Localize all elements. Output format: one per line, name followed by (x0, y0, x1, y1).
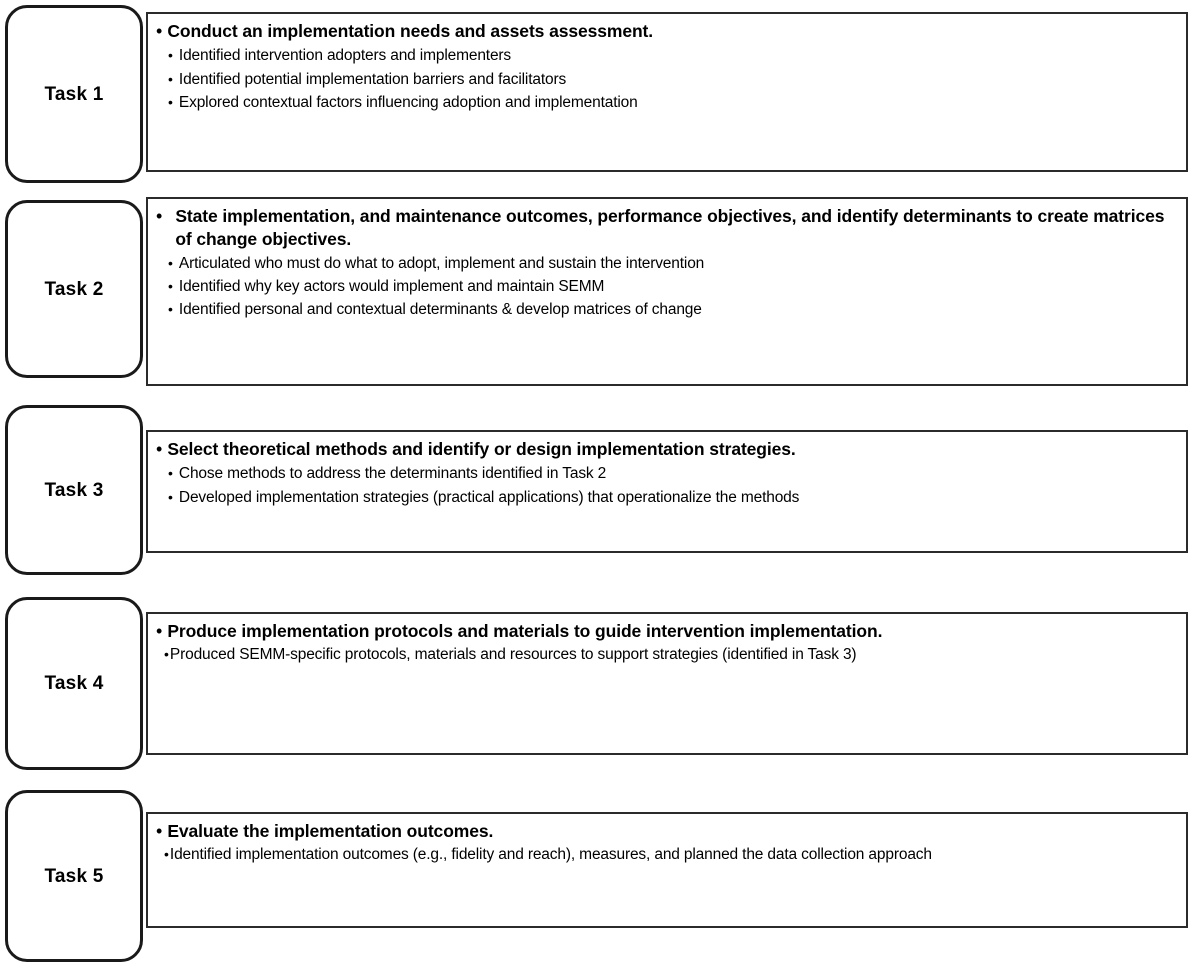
task-subbullet-text: Produced SEMM-specific protocols, materials and resources to support strategies (identified in Task 3) (169, 646, 857, 664)
bullet-icon: • (168, 254, 173, 271)
task-pill-label-1: Task 1 (44, 83, 104, 105)
task-panel-5 (146, 812, 1188, 928)
task-panel-3 (146, 430, 1188, 553)
task-panel-content-2 (148, 199, 1186, 324)
task-pill-3 (5, 405, 143, 575)
task-heading-text: Evaluate the implementation outcomes. (167, 821, 494, 841)
bullet-icon: • (168, 47, 173, 64)
task-subbullet-text: Explored contextual factors influencing adoption and implementation (178, 93, 638, 111)
bullet-icon: • (156, 439, 163, 459)
task-subbullet (156, 645, 1176, 665)
task-subbullet-text: Identified intervention adopters and implementers (178, 47, 512, 65)
bullet-icon: • (168, 300, 173, 317)
task-pill-4 (5, 597, 143, 770)
task-heading-text: Produce implementation protocols and materials to guide intervention implementation. (167, 621, 883, 641)
task-subbullet (156, 277, 1176, 297)
bullet-icon: • (168, 488, 173, 505)
bullet-icon: • (156, 206, 163, 226)
task-subbullet-text: Identified potential implementation barriers and facilitators (178, 70, 567, 88)
task-subbullet (156, 464, 1176, 484)
task-subbullet (156, 93, 1176, 113)
task-panel-content-5 (148, 814, 1186, 870)
task-heading-2 (156, 205, 1176, 251)
task-subbullet-text: Articulated who must do what to adopt, implement and sustain the intervention (178, 254, 705, 272)
bullet-icon: • (168, 277, 173, 294)
task-pill-1 (5, 5, 143, 183)
task-pill-label-4: Task 4 (44, 673, 104, 694)
bullet-icon: • (168, 93, 173, 110)
task-subbullet (156, 300, 1176, 320)
task-heading-text: Select theoretical methods and identify or design implementation strategies. (167, 439, 796, 459)
task-panel-content-1 (148, 14, 1186, 117)
bullet-icon: • (156, 21, 163, 41)
task-heading-1 (156, 20, 1176, 43)
task-subbullet (156, 845, 1176, 865)
task-panel-2 (146, 197, 1188, 386)
task-heading-text: State implementation, and maintenance outcomes, performance objectives, and identify determinants to create matrices of change objectives. (175, 206, 1165, 249)
task-subbullet (156, 254, 1176, 274)
task-panel-1 (146, 12, 1188, 172)
bullet-icon: • (156, 621, 163, 641)
task-subbullet-text: Developed implementation strategies (practical applications) that operationalize the methods (178, 488, 800, 506)
task-subbullet-text: Identified why key actors would implement and maintain SEMM (178, 277, 605, 295)
task-heading-4 (156, 620, 1176, 643)
task-pill-2 (5, 200, 143, 378)
task-subbullet-text: Chose methods to address the determinants identified in Task 2 (178, 465, 607, 483)
task-subbullet (156, 488, 1176, 508)
bullet-icon: • (164, 646, 169, 663)
task-subbullet-text: Identified personal and contextual determinants & develop matrices of change (178, 300, 702, 318)
bullet-icon: • (156, 821, 163, 841)
task-pill-label-3: Task 3 (44, 479, 104, 501)
bullet-icon: • (168, 70, 173, 87)
task-pill-label-5: Task 5 (44, 865, 104, 887)
task-subbullet (156, 46, 1176, 66)
task-subbullet-text: Identified implementation outcomes (e.g., fidelity and reach), measures, and planned the data collection approach (169, 846, 932, 864)
bullet-icon: • (168, 465, 173, 482)
task-heading-5 (156, 820, 1176, 843)
task-heading-3 (156, 438, 1176, 461)
task-heading-text: Conduct an implementation needs and assets assessment. (167, 21, 654, 41)
task-panel-content-4 (148, 614, 1186, 670)
task-panel-content-3 (148, 432, 1186, 512)
task-pill-5 (5, 790, 143, 962)
task-subbullet (156, 70, 1176, 90)
task-panel-4 (146, 612, 1188, 755)
bullet-icon: • (164, 846, 169, 863)
task-pill-label-2: Task 2 (44, 278, 104, 300)
